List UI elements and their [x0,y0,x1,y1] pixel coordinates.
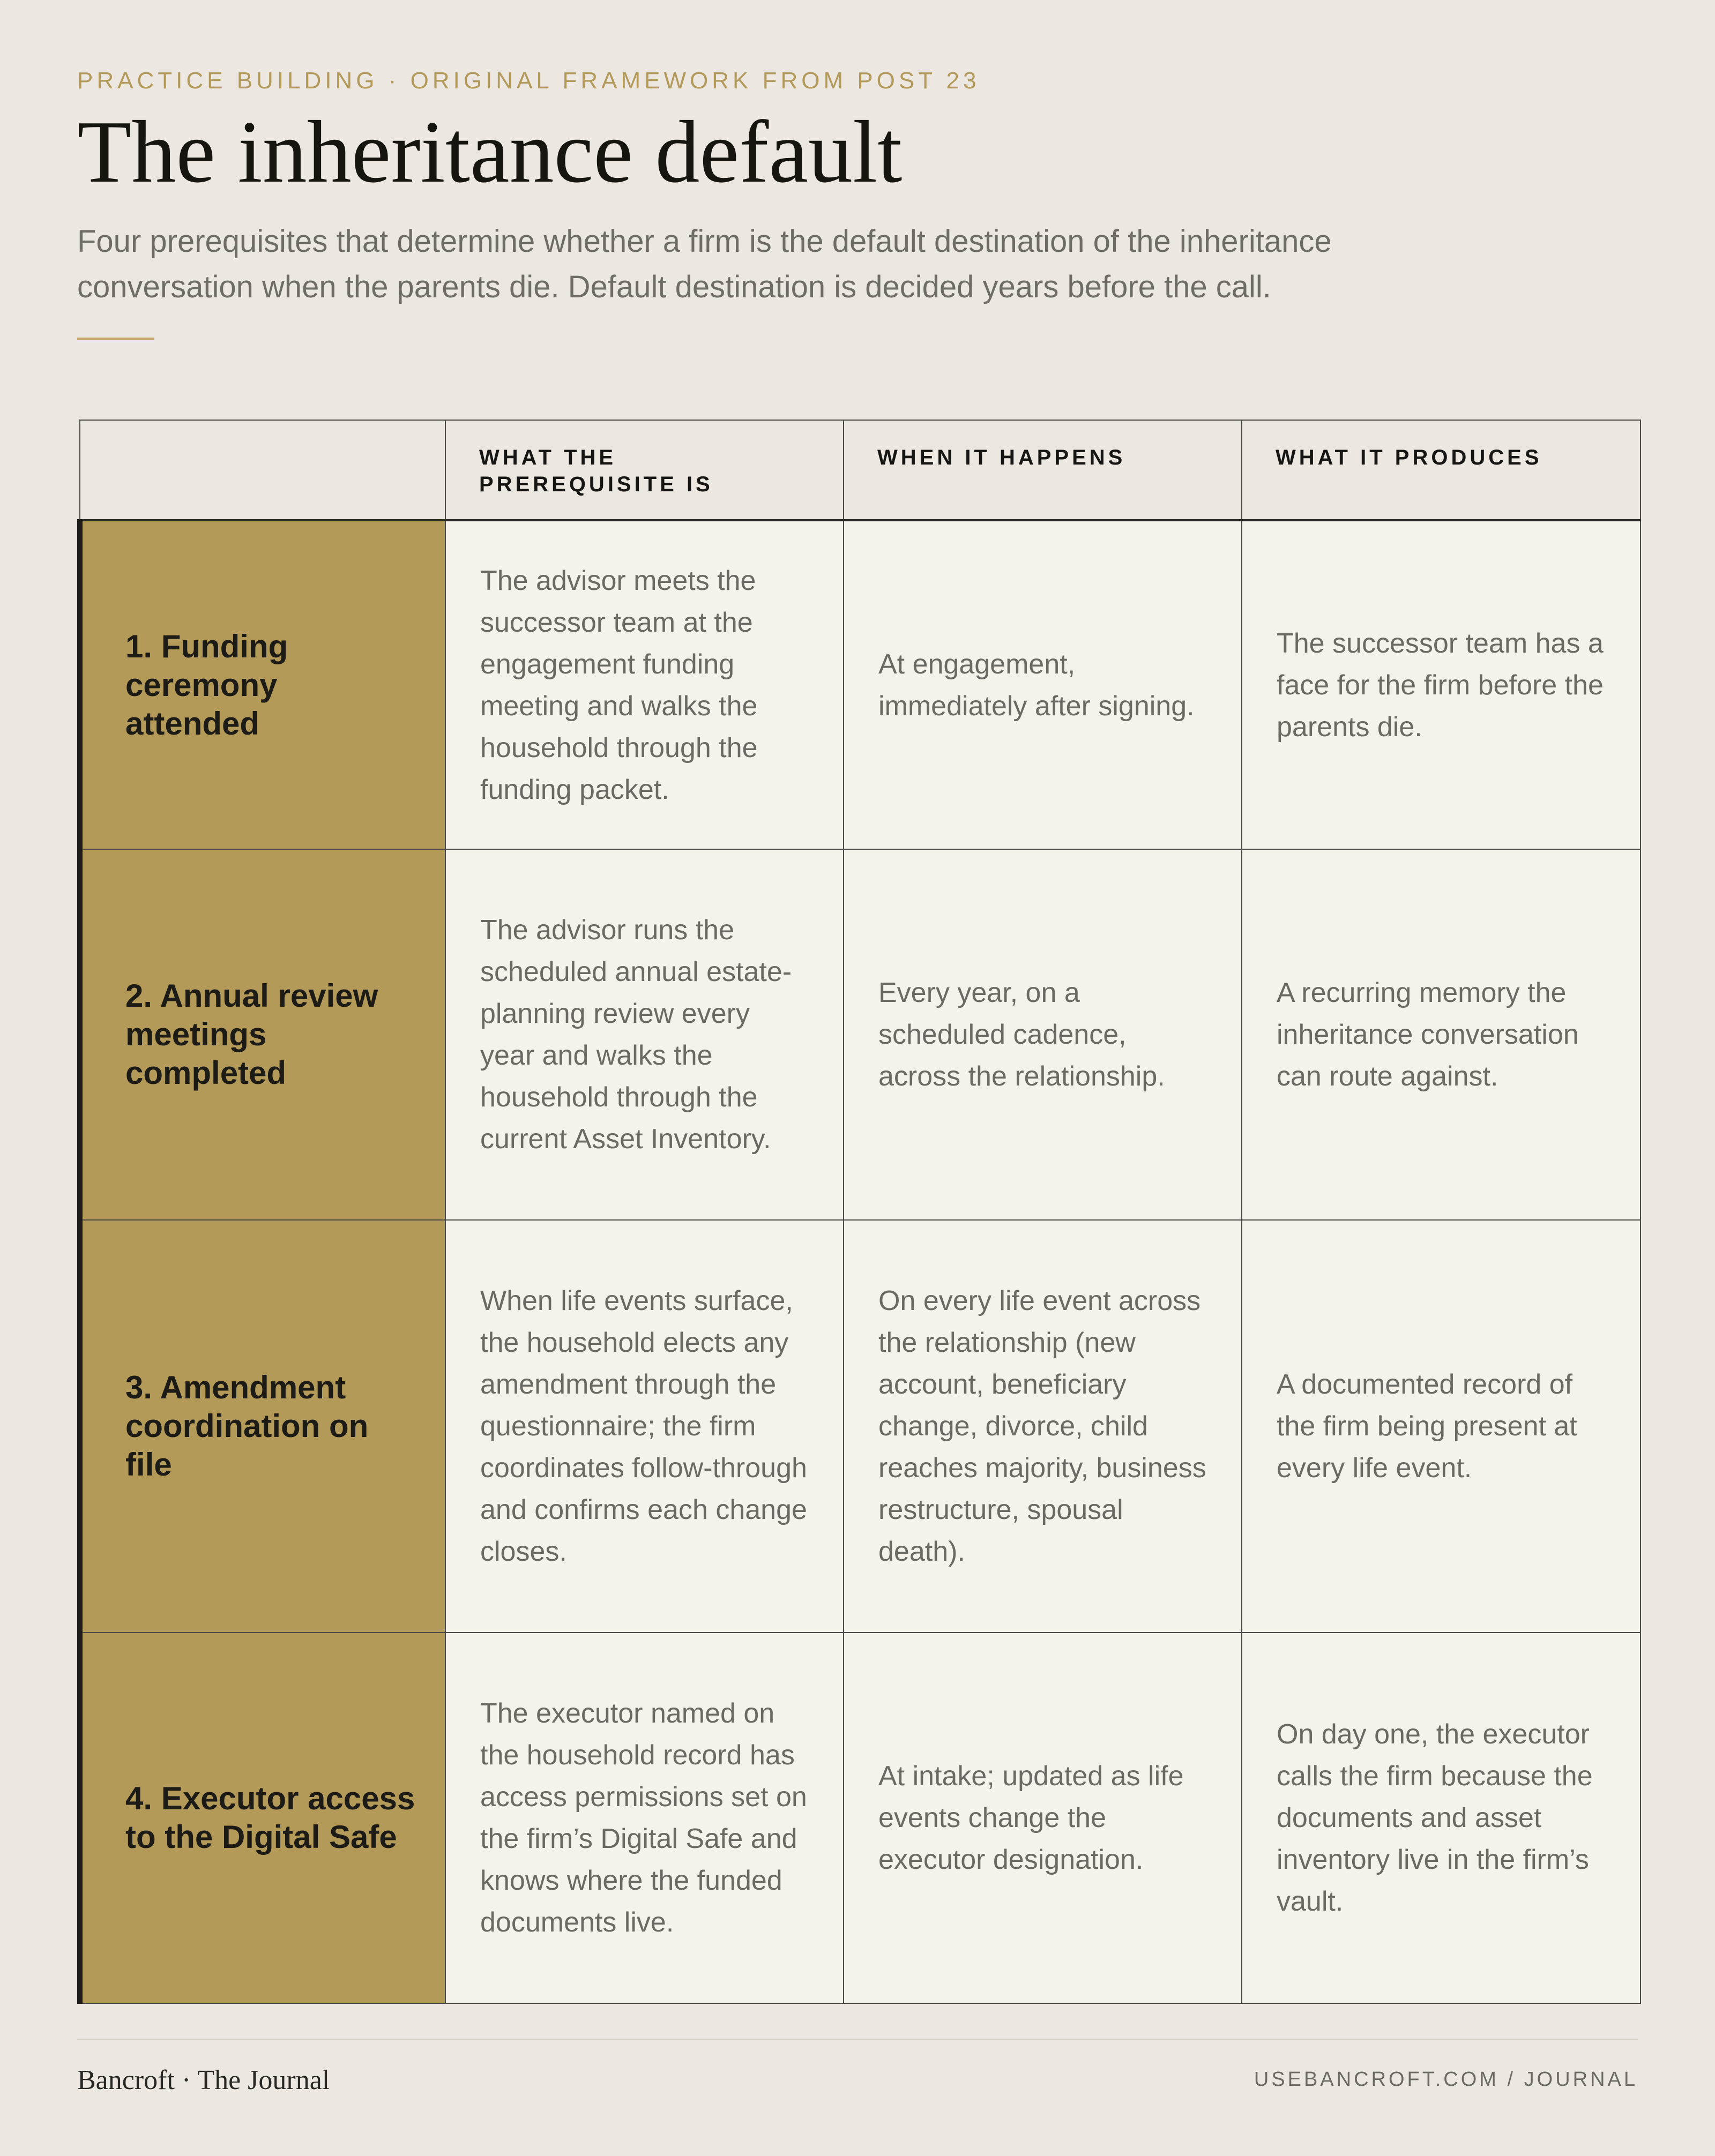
framework-table [77,420,1641,2004]
cell-what: The advisor meets the successor team at the engagement funding meeting and walks the household through the funding packet. [445,520,844,849]
footer-brand: Bancroft · The Journal [77,2065,330,2095]
table-row [80,520,1641,849]
page-subtitle: Four prerequisites that determine whether a firm is the default destination of the inheritance conversation when the parents die. Default destination is decided years before the call. [77,224,1332,304]
row-label: 3. Amendment coordination on file [80,1220,445,1633]
footer-divider [77,2039,1638,2040]
cell-when: Every year, on a scheduled cadence, across the relationship. [844,849,1242,1220]
table-row [80,1220,1641,1633]
cell-produces: A recurring memory the inheritance conversation can route against. [1242,849,1641,1220]
eyebrow: PRACTICE BUILDING · ORIGINAL FRAMEWORK FROM POST 23 [77,68,980,94]
cell-what: When life events surface, the household elects any amendment through the questionnaire; the firm coordinates follow-through and confirms each change closes. [445,1220,844,1633]
table-row [80,1633,1641,2003]
cell-produces: On day one, the executor calls the firm because the documents and asset inventory live in the firm’s vault. [1242,1633,1641,2003]
cell-when: At engagement, immediately after signing. [844,520,1242,849]
column-header-when: WHEN IT HAPPENS [844,420,1242,520]
row-label: 2. Annual review meetings completed [80,849,445,1220]
page-title: The inheritance default [77,102,903,201]
table-header-row [80,420,1641,520]
row-label: 4. Executor access to the Digital Safe [80,1633,445,2003]
column-header-what: WHAT THE PREREQUISITE IS [445,420,844,520]
cell-when: On every life event across the relationship (new account, beneficiary change, divorce, child reaches majority, business restructure, spousal death). [844,1220,1242,1633]
column-header-produces: WHAT IT PRODUCES [1242,420,1641,520]
cell-what: The advisor runs the scheduled annual estate-planning review every year and walks the household through the current Asset Inventory. [445,849,844,1220]
cell-produces: A documented record of the firm being present at every life event. [1242,1220,1641,1633]
accent-rule [77,338,154,340]
cell-produces: The successor team has a face for the firm before the parents die. [1242,520,1641,849]
row-label: 1. Funding ceremony attended [80,520,445,849]
cell-what: The executor named on the household record has access permissions set on the firm’s Digital Safe and knows where the funded documents live. [445,1633,844,2003]
footer-url: USEBANCROFT.COM / JOURNAL [1254,2068,1638,2091]
table-row [80,849,1641,1220]
cell-when: At intake; updated as life events change the executor designation. [844,1633,1242,2003]
header-corner-cell [80,420,445,520]
